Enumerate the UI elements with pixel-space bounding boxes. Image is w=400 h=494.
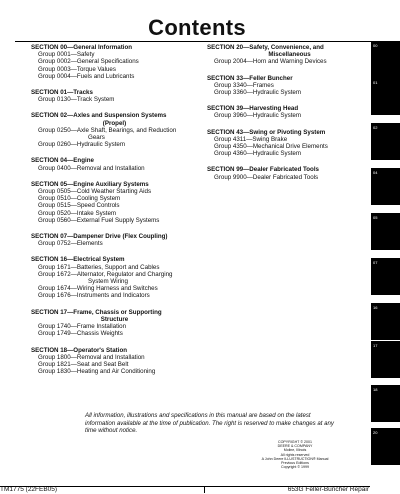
group-entry[interactable] — [207, 143, 372, 150]
section-title-text: SECTION 00—General Information — [31, 44, 133, 51]
section-title-text: SECTION 18—Operator's Station — [31, 346, 128, 354]
group-entry[interactable] — [207, 174, 372, 181]
section-entry — [207, 105, 372, 119]
section-title[interactable] — [207, 75, 372, 82]
group-text: Group 1800—Removal and Installation — [38, 353, 145, 361]
group-text: Group 0250—Axle Shaft, Bearings, and Reduction — [38, 126, 177, 134]
group-entry[interactable] — [31, 240, 198, 247]
group-text-continuation: System Wiring — [88, 278, 128, 286]
section-entry — [31, 44, 198, 80]
group-text: Group 4311—Swing Brake — [214, 135, 288, 143]
section-entry — [31, 181, 198, 224]
group-text: Group 0560—External Fuel Supply Systems — [38, 216, 160, 224]
section-title[interactable] — [207, 105, 372, 112]
group-entry[interactable] — [31, 165, 198, 172]
group-text: Group 3360—Hydraulic System — [214, 89, 302, 97]
footer-tick — [204, 486, 205, 493]
group-text: Group 1830—Heating and Air Conditioning — [38, 368, 156, 376]
section-title-text: SECTION 99—Dealer Fabricated Tools — [207, 166, 319, 174]
group-entry[interactable] — [31, 127, 198, 141]
section-entry — [207, 129, 372, 158]
copyright-line: Moline, Illinois — [283, 448, 307, 453]
section-title-text: SECTION 16—Electrical System — [31, 256, 125, 264]
section-entry — [31, 233, 198, 247]
section-entry — [207, 44, 372, 66]
section-tab[interactable]: 17 — [371, 341, 400, 378]
group-entry[interactable] — [31, 292, 198, 299]
page-title: Contents — [148, 15, 246, 40]
group-entry[interactable] — [31, 202, 198, 209]
section-title[interactable] — [31, 181, 198, 188]
section-title[interactable] — [207, 166, 372, 173]
section-title[interactable] — [31, 256, 198, 263]
group-entry[interactable] — [31, 264, 198, 271]
copyright-block — [240, 440, 350, 469]
section-tab[interactable]: 16 — [371, 303, 400, 340]
section-title[interactable] — [207, 44, 372, 58]
section-entry — [31, 347, 198, 376]
group-text: Group 0400—Removal and Installation — [38, 164, 145, 172]
group-text: Group 1676—Instruments and Indicators — [38, 292, 150, 300]
group-text: Group 0003—Torque Values — [38, 65, 116, 73]
group-text-continuation: Gears — [88, 134, 105, 142]
group-text: Group 1749—Chassis Weights — [38, 330, 123, 338]
section-title-text: SECTION 02—Axles and Suspension Systems — [31, 112, 167, 120]
group-entry[interactable] — [207, 82, 372, 89]
group-text: Group 9900—Dealer Fabricated Tools — [214, 173, 319, 181]
group-entry[interactable] — [31, 51, 198, 58]
section-title[interactable] — [31, 233, 198, 240]
section-entry — [31, 256, 198, 299]
section-title[interactable] — [31, 44, 198, 51]
group-text: Group 0004—Fuels and Lubricants — [38, 72, 135, 80]
section-title[interactable] — [31, 309, 198, 323]
group-text: Group 1740—Frame Installation — [38, 323, 127, 331]
section-title-continuation: Miscellaneous — [268, 51, 311, 59]
group-entry[interactable] — [31, 96, 198, 103]
group-text: Group 0515—Speed Controls — [38, 202, 120, 210]
section-title[interactable] — [31, 347, 198, 354]
group-text: Group 3340—Frames — [214, 81, 274, 89]
section-title-text: SECTION 04—Engine — [31, 157, 94, 165]
group-text: Group 0505—Cold Weather Starting Aids — [38, 188, 152, 196]
group-entry[interactable] — [207, 112, 372, 119]
copyright-line: DEERE & COMPANY — [277, 444, 313, 449]
section-title[interactable] — [207, 129, 372, 136]
section-tab[interactable]: 04 — [371, 168, 400, 205]
group-entry[interactable] — [31, 217, 198, 224]
section-tab[interactable]: 02 — [371, 123, 400, 160]
group-text: Group 0510—Cooling System — [38, 195, 121, 203]
section-title-text: SECTION 39—Harvesting Head — [207, 105, 299, 113]
copyright-line: Previous Editions — [281, 461, 309, 466]
footer-document-id: TM1775 (22FEB05) — [0, 486, 58, 493]
section-title-text: SECTION 20—Safety, Convenience, and — [207, 44, 324, 51]
group-entry[interactable] — [31, 354, 198, 361]
group-text: Group 1671—Batteries, Support and Cables — [38, 263, 160, 271]
section-entry — [31, 309, 198, 338]
group-entry[interactable] — [207, 89, 372, 96]
section-tab[interactable]: 07 — [371, 258, 400, 295]
group-entry[interactable] — [31, 210, 198, 217]
group-text: Group 0520—Intake System — [38, 209, 117, 217]
copyright-line: Copyright © 1999 — [280, 465, 310, 470]
section-tab[interactable]: 01 — [371, 78, 400, 115]
group-text: Group 0260—Hydraulic System — [38, 141, 126, 149]
group-entry[interactable] — [207, 136, 372, 143]
group-entry[interactable] — [31, 330, 198, 337]
group-entry[interactable] — [31, 368, 198, 375]
group-entry[interactable] — [207, 150, 372, 157]
section-entry — [207, 75, 372, 97]
group-entry[interactable] — [31, 58, 198, 65]
section-entry — [31, 112, 198, 148]
section-title[interactable] — [31, 89, 198, 96]
left-column — [31, 44, 198, 384]
section-title-text: SECTION 05—Engine Auxiliary Systems — [31, 180, 149, 188]
section-title-text: SECTION 33—Feller Buncher — [207, 74, 293, 82]
right-column — [207, 44, 372, 190]
section-entry — [207, 166, 372, 180]
section-tabs — [371, 0, 400, 493]
group-entry[interactable] — [31, 285, 198, 292]
group-entry[interactable] — [31, 188, 198, 195]
title-divider — [15, 41, 379, 42]
group-entry[interactable] — [31, 323, 198, 330]
group-entry[interactable] — [31, 271, 198, 285]
copyright-line: All rights reserved — [280, 452, 310, 457]
section-title[interactable] — [31, 157, 198, 164]
group-text: Group 4360—Hydraulic System — [214, 150, 302, 158]
section-title-text: SECTION 01—Tracks — [31, 89, 93, 97]
group-entry[interactable] — [31, 195, 198, 202]
section-entry — [31, 157, 198, 171]
section-title-continuation: Structure — [100, 315, 129, 323]
copyright-line: A John Deere ILLUSTRUCTION® Manual — [261, 456, 329, 461]
group-text: Group 2004—Horn and Warning Devices — [214, 58, 327, 66]
group-text: Group 1821—Seat and Seat Belt — [38, 360, 129, 368]
section-title-text: SECTION 17—Frame, Chassis or Supporting — [31, 308, 162, 316]
section-title-text: SECTION 43—Swing or Pivoting System — [207, 128, 326, 136]
group-entry[interactable] — [207, 58, 372, 65]
group-text: Group 0002—General Specifications — [38, 58, 139, 66]
group-text: Group 1674—Wiring Harness and Switches — [38, 285, 158, 293]
section-tab[interactable]: 18 — [371, 385, 400, 422]
group-entry[interactable] — [31, 141, 198, 148]
group-text: Group 0752—Elements — [38, 240, 103, 248]
section-title-text: SECTION 07—Dampener Drive (Flex Coupling) — [31, 233, 168, 241]
footer-manual-title: 653G Feller-Buncher Repair — [287, 486, 369, 493]
section-title[interactable] — [31, 112, 198, 126]
group-entry[interactable] — [31, 73, 198, 80]
group-text: Group 0130—Track System — [38, 96, 115, 104]
section-entry — [31, 89, 198, 103]
notice-text: All information, illustrations and specifications in this manual are based on the latest information available at the time of publication. The right is reserved to make changes at any time without notice. — [85, 412, 334, 435]
section-tab[interactable]: 00 — [371, 41, 400, 78]
section-tab[interactable]: 05 — [371, 213, 400, 250]
group-entry[interactable] — [31, 66, 198, 73]
group-text: Group 4350—Mechanical Drive Elements — [214, 143, 328, 151]
section-title-continuation: (Propel) — [102, 119, 127, 127]
section-tab[interactable]: 20 — [371, 428, 400, 465]
copyright-line: COPYRIGHT © 2001 — [278, 440, 312, 444]
group-text: Group 1672—Alternator, Regulator and Charging — [38, 270, 173, 278]
group-text: Group 3960—Hydraulic System — [214, 112, 302, 120]
group-entry[interactable] — [31, 361, 198, 368]
group-text: Group 0001—Safety — [38, 51, 95, 59]
